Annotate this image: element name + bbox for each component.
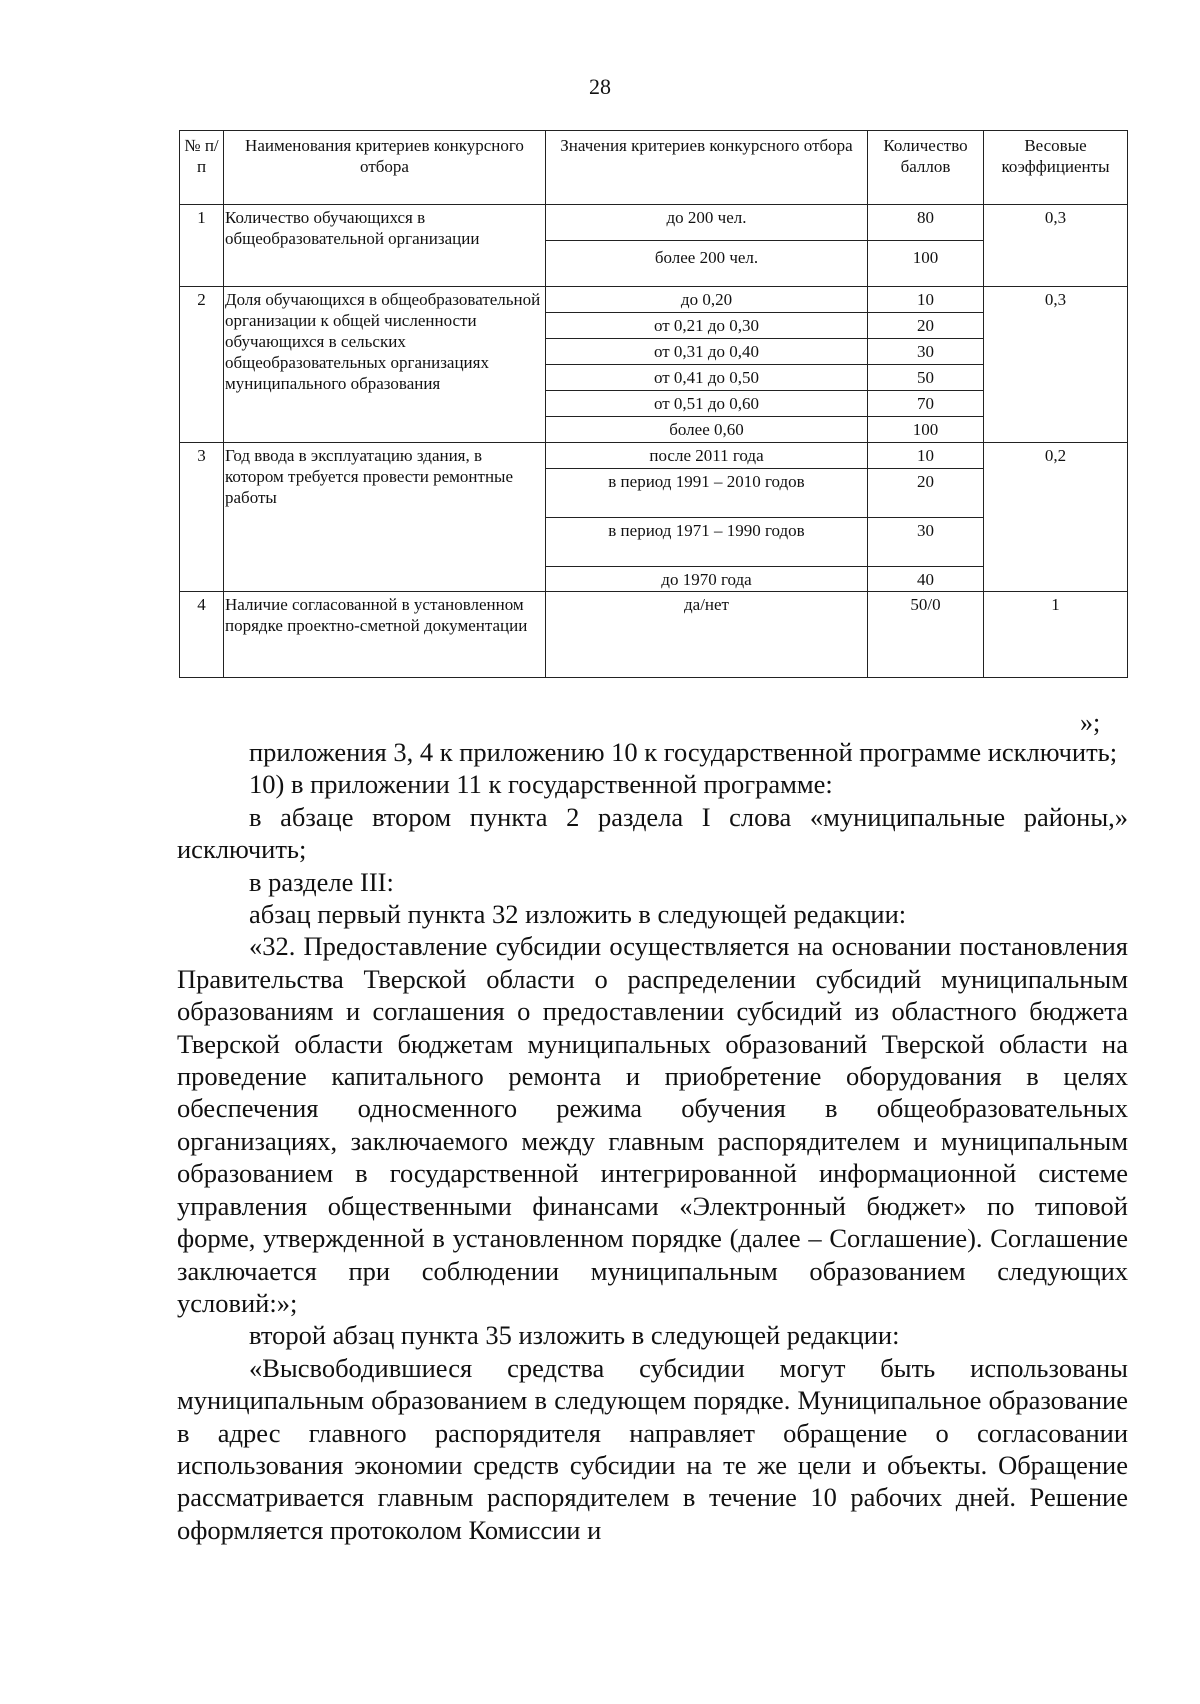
- table-row: [180, 287, 1128, 313]
- row-name: Количество обучающихся в общеобразовательной организации: [224, 205, 546, 287]
- row-value: от 0,41 до 0,50: [546, 365, 868, 391]
- row-name: Год ввода в эксплуатацию здания, в котором требуется провести ремонтные работы: [224, 443, 546, 592]
- row-value: в период 1971 – 1990 годов: [546, 518, 868, 567]
- row-points: 10: [868, 443, 984, 469]
- row-points: 40: [868, 567, 984, 592]
- row-value: после 2011 года: [546, 443, 868, 469]
- header-points: Количество баллов: [868, 131, 984, 205]
- row-points: 100: [868, 417, 984, 443]
- row-num: 4: [180, 592, 224, 678]
- header-weight: Весовые коэффициенты: [984, 131, 1128, 205]
- paragraph: «32. Предоставление субсидии осуществляется на основании постановления Правительства Тверской области о распределении субсидий муниципальным образованиям и соглашения о предоставлении субсидий из областного бюджета Тверской области бюджетам муниципальных образований Тверской области на проведение капитального ремонта и приобретение оборудования в целях обеспечения односменного режима обучения в общеобразовательных организациях, заключаемого между главным распорядителем и муниципальным образованием в государственной интегрированной информационной системе управления общественными финансами «Электронный бюджет» по типовой форме, утвержденной в установленном порядке (далее – Соглашение). Соглашение заключается при соблюдении муниципальным образованием следующих условий:»;: [177, 931, 1128, 1318]
- row-num: 2: [180, 287, 224, 443]
- row-value: от 0,21 до 0,30: [546, 313, 868, 339]
- header-name: Наименования критериев конкурсного отбора: [224, 131, 546, 205]
- row-name: Доля обучающихся в общеобразовательной организации к общей численности обучающихся в сельских общеобразовательных организациях муниципального образования: [224, 287, 546, 443]
- row-num: 3: [180, 443, 224, 592]
- page-number: 28: [589, 74, 611, 99]
- header-num: № п/п: [180, 131, 224, 205]
- row-weight: 0,3: [984, 287, 1128, 443]
- row-points: 70: [868, 391, 984, 417]
- row-points: 20: [868, 469, 984, 518]
- row-weight: 0,3: [984, 205, 1128, 287]
- paragraph: второй абзац пункта 35 изложить в следующей редакции:: [249, 1320, 900, 1351]
- paragraph: абзац первый пункта 32 изложить в следующей редакции:: [249, 899, 907, 930]
- table-closing-quote: »;: [1080, 708, 1101, 737]
- document-body: [177, 736, 1128, 1546]
- row-points: 10: [868, 287, 984, 313]
- row-value: от 0,31 до 0,40: [546, 339, 868, 365]
- row-value: более 200 чел.: [546, 241, 868, 287]
- row-points: 30: [868, 518, 984, 567]
- paragraph: 10) в приложении 11 к государственной программе:: [249, 769, 833, 800]
- row-points: 50: [868, 365, 984, 391]
- row-value: до 200 чел.: [546, 205, 868, 241]
- row-value: до 1970 года: [546, 567, 868, 592]
- table-header-row: [180, 131, 1128, 205]
- row-name: Наличие согласованной в установленном порядке проектно-сметной документации: [224, 592, 546, 678]
- criteria-table: [179, 130, 1128, 678]
- table-row: [180, 592, 1128, 678]
- row-weight: 1: [984, 592, 1128, 678]
- paragraph: в абзаце втором пункта 2 раздела I слова «муниципальные районы,» исключить;: [177, 801, 1128, 865]
- table-row: [180, 443, 1128, 469]
- row-points: 80: [868, 205, 984, 241]
- row-weight: 0,2: [984, 443, 1128, 592]
- row-value: от 0,51 до 0,60: [546, 391, 868, 417]
- row-points: 100: [868, 241, 984, 287]
- row-points: 50/0: [868, 592, 984, 678]
- paragraph: в разделе III:: [249, 866, 394, 897]
- table-row: [180, 205, 1128, 241]
- row-value: да/нет: [546, 592, 868, 678]
- row-value: более 0,60: [546, 417, 868, 443]
- row-points: 20: [868, 313, 984, 339]
- paragraph: приложения 3, 4 к приложению 10 к государственной программе исключить;: [249, 737, 1118, 767]
- row-value: в период 1991 – 2010 годов: [546, 469, 868, 518]
- row-value: до 0,20: [546, 287, 868, 313]
- paragraph: «Высвободившиеся средства субсидии могут быть использованы муниципальным образованием в следующем порядке. Муниципальное образование в адрес главного распорядителя направляет обращение о согласовании использования экономии средств субсидии на те же цели и объекты. Обращение рассматривается главным распорядителем в течение 10 рабочих дней. Решение оформляется протоколом Комиссии и: [177, 1352, 1128, 1545]
- row-num: 1: [180, 205, 224, 287]
- header-value: Значения критериев конкурсного отбора: [546, 131, 868, 205]
- row-points: 30: [868, 339, 984, 365]
